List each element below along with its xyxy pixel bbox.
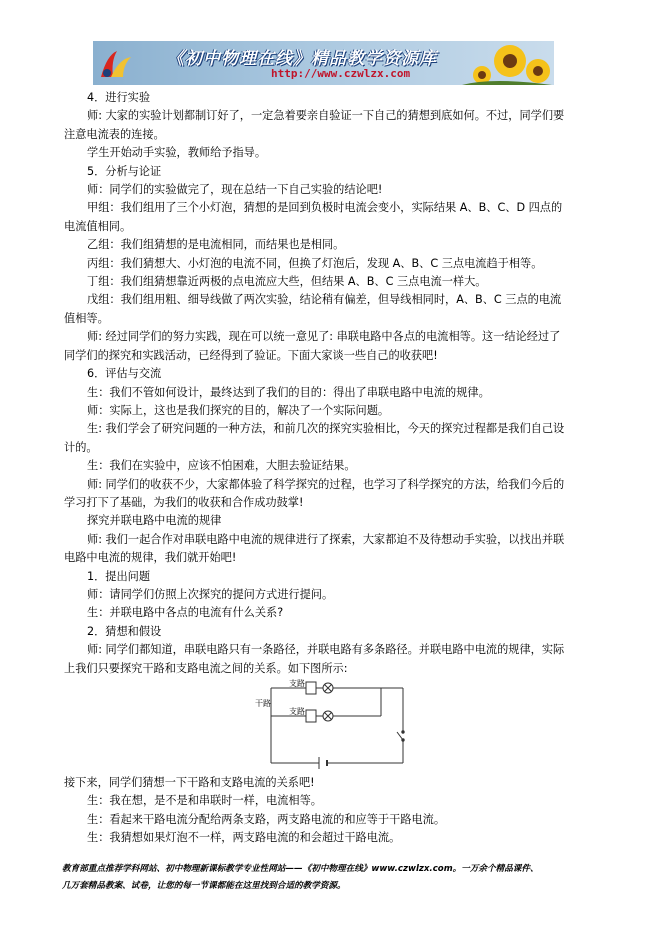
text-line: 1．提出问题 [87, 569, 151, 583]
text-line: 乙组：我们组猜想的是电流相同，而结果也是相同。 [87, 238, 345, 252]
branch-bottom-label: 支路 [289, 707, 305, 716]
text-line: 生: 我们学会了研究问题的一种方法，和前几次的探究实验相比，今天的探究过程都是我们自己设 [87, 422, 565, 436]
main-circuit-label: 干路 [255, 699, 271, 708]
text-line: 注意电流表的连接。 [64, 127, 165, 141]
text-line: 生：并联电路中各点的电流有什么关系? [87, 606, 284, 620]
text-line: 接下来，同学们猜想一下干路和支路电流的关系吧! [64, 776, 315, 789]
text-line: 探究并联电路中电流的规律 [87, 514, 222, 528]
text-line: 5．分析与论证 [87, 164, 162, 178]
site-logo-icon [97, 47, 133, 81]
text-line: 学生开始动手实验，教师给予指导。 [87, 146, 267, 160]
branch-top-label: 支路 [289, 679, 305, 688]
sunflower-image [462, 41, 552, 85]
text-line: 2．猜想和假设 [87, 624, 162, 638]
banner-title: 《初中物理在线》精品教学资源库 [167, 49, 437, 69]
text-line: 同学们的探究和实践活动，已经得到了验证。下面大家谈一些自己的收获吧! [64, 348, 438, 362]
text-line: 师：同学们的实验做完了，现在总结一下自己实验的结论吧! [87, 183, 383, 197]
text-line: 师: 经过同学们的努力实践，现在可以统一意见了: 串联电路中各点的电流相等。这一结论经过了 [87, 330, 561, 344]
text-line: 甲组：我们组用了三个小灯泡，猜想的是回到负极时电流会变小，实际结果 A、B、C、D 四点的 [87, 201, 563, 215]
text-line: 生：我们在实验中，应该不怕困难，大胆去验证结果。 [87, 459, 356, 473]
header-banner [93, 41, 554, 85]
text-line: 戊组：我们组用粗、细导线做了两次实验，结论稍有偏差，但导线相同时，A、B、C 三点的电流 [87, 293, 562, 307]
text-line: 丁组：我们组猜想靠近两极的点电流应大些，但结果 A、B、C 三点电流一样大。 [87, 275, 487, 289]
text-line: 计的。 [64, 440, 98, 454]
text-line: 师: 我们一起合作对串联电路中电流的规律进行了探索，大家都迫不及待想动手实验，以找出并联 [87, 532, 565, 546]
footer-line: 几万套精品教案、试卷，让您的每一节课都能在这里找到合适的教学资源。 [62, 881, 346, 891]
text-line: 生：看起来干路电流分配给两条支路，两支路电流的和应等于干路电流。 [87, 812, 446, 826]
circuit-figure [255, 678, 421, 774]
text-line: 师：实际上，这也是我们探究的目的，解决了一个实际问题。 [87, 403, 390, 417]
text-line: 生：我们不管如何设计，最终达到了我们的目的：得出了串联电路中电流的规律。 [87, 385, 490, 399]
page-footer [62, 861, 622, 895]
text-line: 电流值相同。 [64, 219, 132, 233]
text-line: 学习打下了基础，为我们的收获和合作成功鼓掌! [64, 495, 304, 509]
parallel-circuit-diagram [87, 678, 577, 774]
text-line: 丙组：我们猜想大、小灯泡的电流不同，但换了灯泡后，发现 A、B、C 三点电流趋于相等。 [87, 256, 543, 270]
document-body [64, 89, 577, 848]
text-line: 生：我在想，是不是和串联时一样，电流相等。 [87, 794, 322, 808]
text-line: 师: 同学们的收获不少，大家都体验了科学探究的过程，也学习了科学探究的方法，给我们今后的 [87, 477, 565, 491]
paragraph-block-after [64, 774, 577, 848]
text-line: 值相等。 [64, 311, 109, 325]
text-line: 师: 同学们都知道，串联电路只有一条路径，并联电路有多条路径。并联电路中电流的规律，实际 [87, 643, 565, 657]
text-line: 6．评估与交流 [87, 367, 162, 381]
text-line: 师: 大家的实验计划都制订好了，一定急着要亲自验证一下自己的猜想到底如何。不过，同学们要 [87, 109, 565, 123]
text-line: 上我们只要探究干路和支路电流之间的关系。如下图所示: [64, 661, 348, 675]
banner-url[interactable]: http://www.czwlzx.com [271, 67, 411, 80]
paragraph-block [64, 89, 577, 678]
text-line: 4．进行实验 [87, 91, 151, 104]
text-line: 师：请同学们仿照上次探究的提问方式进行提问。 [87, 587, 334, 601]
text-line: 电路中电流的规律，我们就开始吧! [64, 551, 237, 565]
footer-line: 教育部重点推荐学科网站、初中物理新课标教学专业性网站——《初中物理在线》www.czwlzx.com。一万余个精品课件、 [62, 864, 539, 874]
text-line: 生：我猜想如果灯泡不一样，两支路电流的和会超过干路电流。 [87, 831, 401, 845]
